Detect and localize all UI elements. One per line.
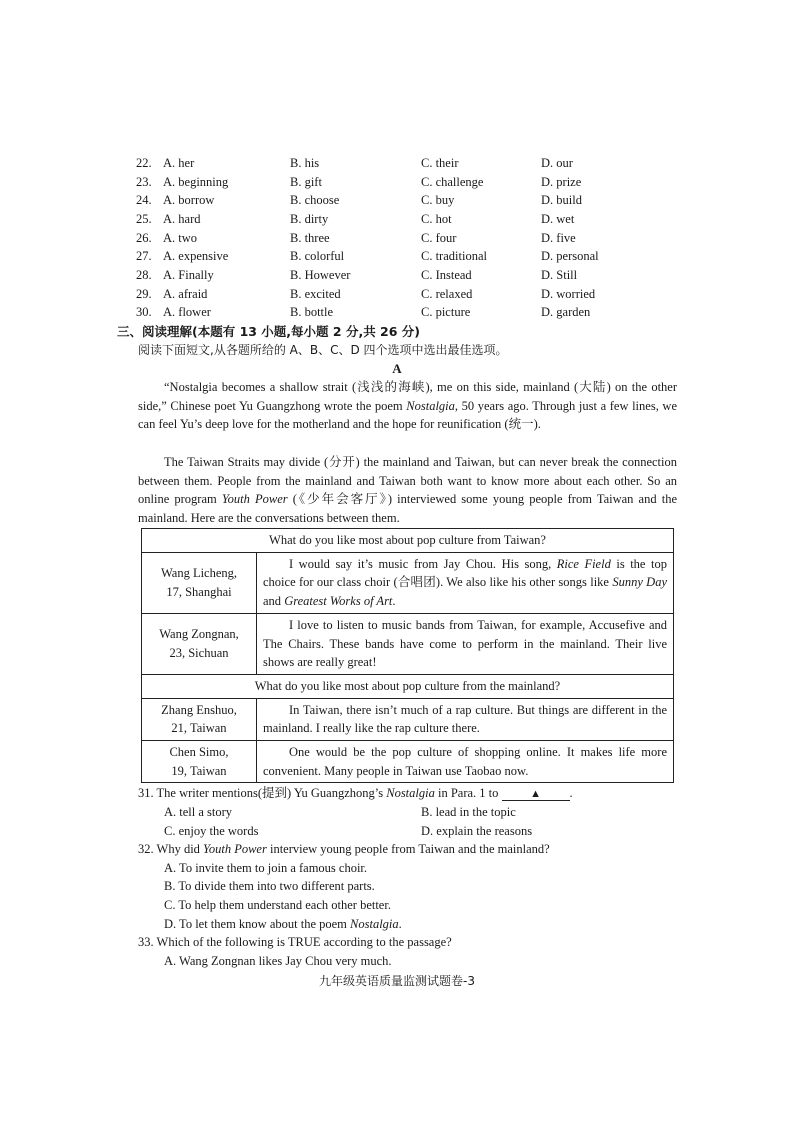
option-d: D. wet — [541, 212, 575, 226]
paragraph-text: , 50 years ago. Through just a few lines, we can feel Yu’s deep love for the motherland and the hope for reunification (统一). — [138, 398, 677, 432]
table-header: What do you like most about pop culture from Taiwan? — [142, 529, 674, 553]
triangle-icon: ▲ — [530, 788, 541, 800]
option-row-29 — [0, 285, 794, 303]
interviewee-info: 21, Taiwan — [171, 721, 227, 736]
paragraph-text: (《少年会客厅》) interviewed some young people from Taiwan and the mainland. Here are the conversations between them. — [138, 492, 677, 526]
passage-paragraph-1 — [138, 378, 677, 434]
table-row — [142, 613, 674, 674]
option-row-23 — [0, 173, 794, 191]
table-header-row — [142, 674, 674, 698]
option-a: A. afraid — [163, 287, 208, 301]
stem-text: 32. Why did — [138, 842, 204, 856]
table-row — [142, 552, 674, 613]
question-number: 27. — [136, 249, 152, 263]
option-row-26 — [0, 229, 794, 247]
table-row — [142, 741, 674, 783]
option-a: A. hard — [163, 212, 201, 226]
option-d[interactable] — [164, 915, 402, 933]
program-title: Youth Power — [203, 842, 267, 856]
option-c: C. their — [421, 156, 459, 170]
answer-text: . — [392, 594, 396, 609]
option-text: . — [398, 917, 402, 931]
passage-paragraph-2 — [138, 453, 677, 528]
option-d: D. prize — [541, 175, 582, 189]
option-a: A. two — [163, 231, 198, 245]
option-c: C. picture — [421, 305, 471, 319]
question-32-stem — [138, 840, 550, 858]
interviewee-cell — [142, 741, 257, 783]
option-b: B. his — [290, 156, 320, 170]
option-c: C. challenge — [421, 175, 484, 189]
table-row — [142, 698, 674, 740]
question-number: 30. — [136, 305, 152, 319]
section-instruction: 阅读下面短文,从各题所给的 A、B、C、D 四个选项中选出最佳选项。 — [138, 343, 508, 357]
option-d: D. garden — [541, 305, 591, 319]
option-b: B. However — [290, 268, 351, 282]
interviewee-name: Zhang Enshuo, — [161, 702, 237, 717]
option-row-27 — [0, 247, 794, 265]
option-b: B. bottle — [290, 305, 334, 319]
question-number: 24. — [136, 193, 152, 207]
answer-text: One would be the pop culture of shopping online. It makes life more convenient. Many people in Taiwan use Taobao now. — [263, 745, 667, 778]
program-title: Youth Power — [221, 492, 288, 507]
option-c: C. Instead — [421, 268, 472, 282]
option-a: A. Finally — [163, 268, 214, 282]
interviewee-info: 17, Shanghai — [166, 584, 232, 599]
song-title: Rice Field — [556, 556, 611, 571]
interviewee-name: Chen Simo, — [169, 745, 229, 760]
interviewee-cell — [142, 698, 257, 740]
answer-cell — [257, 698, 674, 740]
option-a: A. borrow — [163, 193, 215, 207]
answer-text: I love to listen to music bands from Taiwan, for example, Accusefive and The Chairs. These bands have come to perform in the mainland. Their live shows are really great! — [263, 617, 667, 670]
option-b: B. colorful — [290, 249, 345, 263]
poem-title: Nostalgia — [386, 786, 435, 800]
paragraph-text: The Taiwan Straits may divide (分开) the mainland and Taiwan, but can never break the connection between them. People from the mainland and Taiwan both want to know more about each other. So an online program — [138, 455, 677, 507]
table-header: What do you like most about pop culture from the mainland? — [142, 674, 674, 698]
option-c: C. traditional — [421, 249, 487, 263]
paragraph-text: “Nostalgia becomes a shallow strait (浅浅的海峡), me on this side, mainland (大陆) on the other side,” Chinese poet Yu Guangzhong wrote the poem — [138, 380, 677, 413]
option-d: D. our — [541, 156, 573, 170]
answer-cell — [257, 741, 674, 783]
question-number: 28. — [136, 268, 152, 282]
answer-text: In Taiwan, there isn’t much of a rap culture. But things are different in the mainland. I really like the rap culture there. — [263, 702, 667, 736]
poem-title: Nostalgia — [350, 917, 399, 931]
section-title: 三、阅读理解(本题有 13 小题,每小题 2 分,共 26 分) — [117, 324, 421, 339]
passage-label: A — [392, 361, 402, 376]
answer-text: is the top choice for our class choir (合唱团). We also like his other songs like — [263, 556, 667, 590]
option-b: B. gift — [290, 175, 322, 189]
interviewee-info: 23, Sichuan — [169, 645, 229, 660]
stem-text: interview young people from Taiwan and the mainland? — [266, 842, 550, 856]
option-d: D. Still — [541, 268, 578, 282]
question-number: 25. — [136, 212, 152, 226]
table-header-row — [142, 529, 674, 553]
option-b: B. three — [290, 231, 330, 245]
option-d: D. personal — [541, 249, 599, 263]
interviewee-name: Wang Zongnan, — [159, 627, 239, 642]
option-b: B. excited — [290, 287, 341, 301]
answer-text: and — [263, 594, 285, 609]
option-row-22 — [0, 154, 794, 172]
answer-cell — [257, 613, 674, 674]
option-row-30 — [0, 303, 794, 321]
question-number: 22. — [136, 156, 152, 170]
question-number: 23. — [136, 175, 152, 189]
stem-text: 31. The writer mentions(提到) Yu Guangzhong’s — [138, 786, 387, 800]
option-b: B. dirty — [290, 212, 329, 226]
option-row-28 — [0, 266, 794, 284]
option-d: D. worried — [541, 287, 596, 301]
option-a[interactable]: A. Wang Zongnan likes Jay Chou very much. — [164, 954, 392, 968]
question-number: 29. — [136, 287, 152, 301]
interviewee-cell — [142, 552, 257, 613]
option-a: A. expensive — [163, 249, 229, 263]
answer-text: I would say it’s music from Jay Chou. His song, — [289, 556, 557, 571]
question-33-stem: 33. Which of the following is TRUE according to the passage? — [138, 935, 452, 949]
option-c[interactable]: C. enjoy the words — [164, 824, 259, 838]
poem-title: Nostalgia — [406, 398, 455, 413]
page-footer: 九年级英语质量监测试题卷-3 — [319, 974, 475, 988]
interviewee-info: 19, Taiwan — [171, 763, 227, 778]
option-text: D. To let them know about the poem — [164, 917, 351, 931]
option-b[interactable]: B. To divide them into two different parts. — [164, 879, 375, 893]
option-row-25 — [0, 210, 794, 228]
option-a: A. beginning — [163, 175, 229, 189]
option-d[interactable]: D. explain the reasons — [421, 824, 533, 838]
option-c: C. relaxed — [421, 287, 473, 301]
option-c: C. buy — [421, 193, 455, 207]
option-c: C. four — [421, 231, 457, 245]
song-title: Sunny Day — [612, 575, 668, 590]
question-number: 26. — [136, 231, 152, 245]
interviewee-cell — [142, 613, 257, 674]
stem-text: in Para. 1 to — [434, 786, 502, 800]
interviewee-name: Wang Licheng, — [160, 566, 238, 581]
interview-table — [141, 528, 674, 783]
option-a[interactable]: A. tell a story — [164, 805, 233, 819]
option-d: D. five — [541, 231, 576, 245]
option-a[interactable]: A. To invite them to join a famous choir. — [164, 861, 368, 875]
option-a: A. her — [163, 156, 195, 170]
answer-blank[interactable] — [502, 787, 570, 801]
option-row-24 — [0, 191, 794, 209]
option-b: B. choose — [290, 193, 340, 207]
option-a: A. flower — [163, 305, 211, 319]
option-b[interactable]: B. lead in the topic — [421, 805, 516, 819]
option-c[interactable]: C. To help them understand each other better. — [164, 898, 391, 912]
option-d: D. build — [541, 193, 582, 207]
option-c: C. hot — [421, 212, 452, 226]
stem-text: . — [569, 786, 573, 800]
song-title: Greatest Works of Art — [284, 594, 393, 609]
question-31-stem — [138, 784, 573, 802]
answer-cell — [257, 552, 674, 613]
